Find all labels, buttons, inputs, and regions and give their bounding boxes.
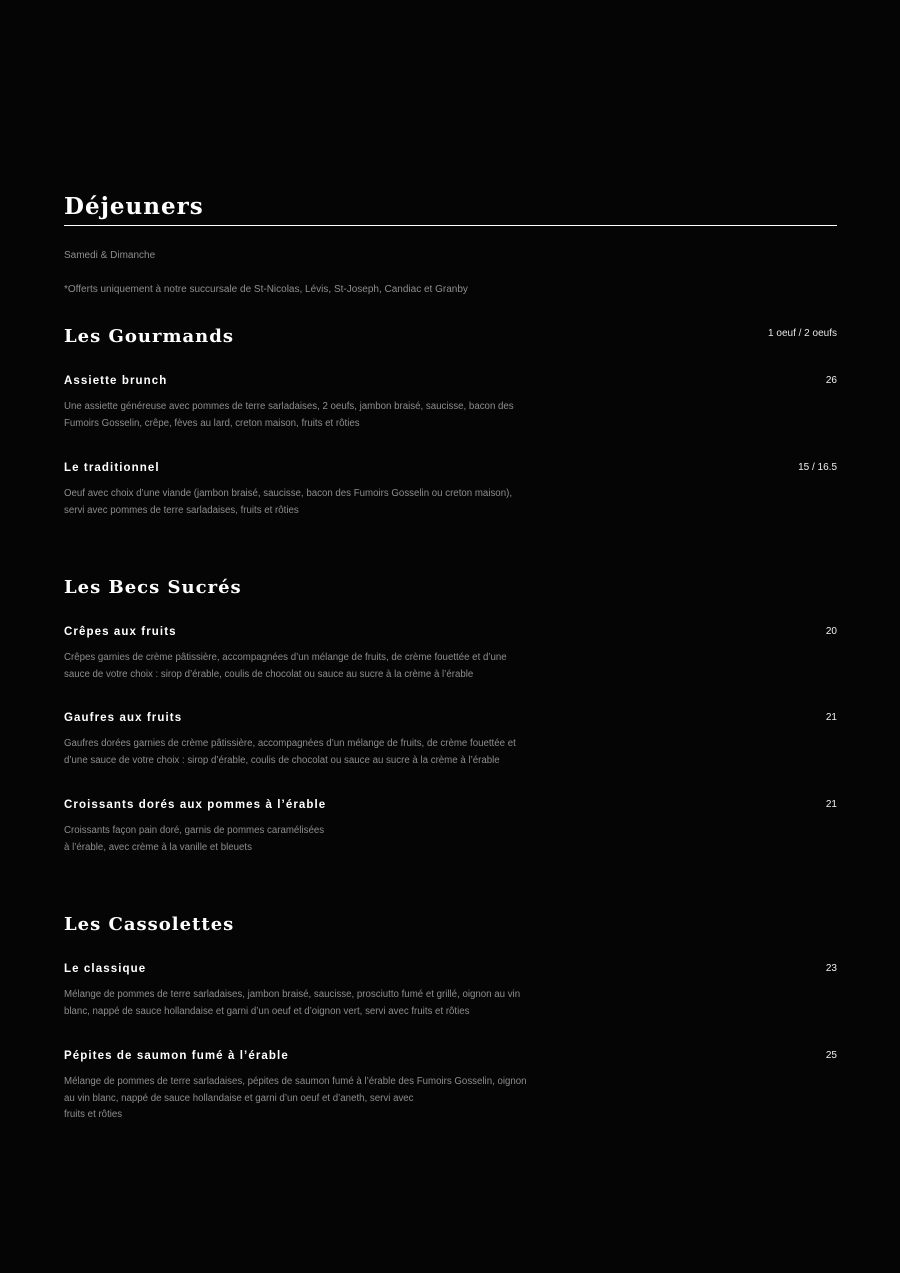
menu-item xyxy=(64,962,837,1020)
item-description: Mélange de pommes de terre sarladaises, jambon braisé, saucisse, prosciutto fumé et grillé, oignon au vin blanc, nappé de sauce hollandaise et garni d’un oeuf et d’oignon vert, servi avec fruits et rôties xyxy=(64,989,521,1017)
days-note: Samedi & Dimanche xyxy=(64,250,156,261)
title-divider xyxy=(64,225,837,226)
item-description: Croissants façon pain doré, garnis de pommes caramélisées à l’érable, avec crème à la vanille et bleuets xyxy=(64,825,325,853)
menu-title: Déjeuners xyxy=(64,193,204,220)
section-title-cassolettes: Les Cassolettes xyxy=(64,914,235,935)
item-description: Une assiette généreuse avec pommes de terre sarladaises, 2 oeufs, jambon braisé, saucisse, bacon des Fumoirs Gosselin, crêpe, fèves au lard, creton maison, fruits et rôties xyxy=(64,401,514,429)
item-name: Assiette brunch xyxy=(64,375,168,387)
menu-item xyxy=(64,374,837,432)
item-price: 23 xyxy=(825,963,837,974)
section-title-gourmands: Les Gourmands xyxy=(64,326,234,347)
menu-item xyxy=(64,711,837,769)
item-description: Crêpes garnies de crème pâtissière, accompagnées d’un mélange de fruits, de crème fouettée et d’une sauce de votre choix : sirop d’érable, coulis de chocolat ou sauce au sucre à la crème à l’érable xyxy=(64,652,507,680)
menu-item xyxy=(64,798,837,856)
item-description: Mélange de pommes de terre sarladaises, pépites de saumon fumé à l’érable des Fumoirs Gosselin, oignon au vin blanc, nappé de sauce hollandaise et garni d’un oeuf et d’aneth, servi avec fruits et rôties xyxy=(64,1076,527,1121)
menu-page xyxy=(64,0,837,1273)
menu-item xyxy=(64,461,837,519)
egg-choice-note: 1 oeuf / 2 oeufs xyxy=(768,328,837,339)
item-price: 26 xyxy=(825,375,837,386)
menu-item xyxy=(64,1049,837,1124)
item-description: Oeuf avec choix d’une viande (jambon braisé, saucisse, bacon des Fumoirs Gosselin ou creton maison), servi avec pommes de terre sarladaises, fruits et rôties xyxy=(64,488,513,516)
item-name: Pépites de saumon fumé à l’érable xyxy=(64,1050,289,1062)
item-name: Croissants dorés aux pommes à l’érable xyxy=(64,799,327,811)
item-name: Le classique xyxy=(64,963,147,975)
item-name: Crêpes aux fruits xyxy=(64,626,177,638)
item-price: 21 xyxy=(825,712,837,723)
item-price: 21 xyxy=(825,799,837,810)
menu-item xyxy=(64,625,837,683)
item-description: Gaufres dorées garnies de crème pâtissière, accompagnées d’un mélange de fruits, de crème fouettée et d’une sauce de votre choix : sirop d’érable, coulis de chocolat ou sauce au sucre à la crème à l’érable xyxy=(64,738,516,766)
item-name: Le traditionnel xyxy=(64,462,160,474)
availability-note: *Offerts uniquement à notre succursale de St-Nicolas, Lévis, St-Joseph, Candiac et Granby xyxy=(64,284,468,295)
item-price: 20 xyxy=(825,626,837,637)
item-price: 25 xyxy=(825,1050,837,1061)
item-price: 15 / 16.5 xyxy=(798,462,837,473)
item-name: Gaufres aux fruits xyxy=(64,712,183,724)
section-title-becs-sucres: Les Becs Sucrés xyxy=(64,577,242,598)
